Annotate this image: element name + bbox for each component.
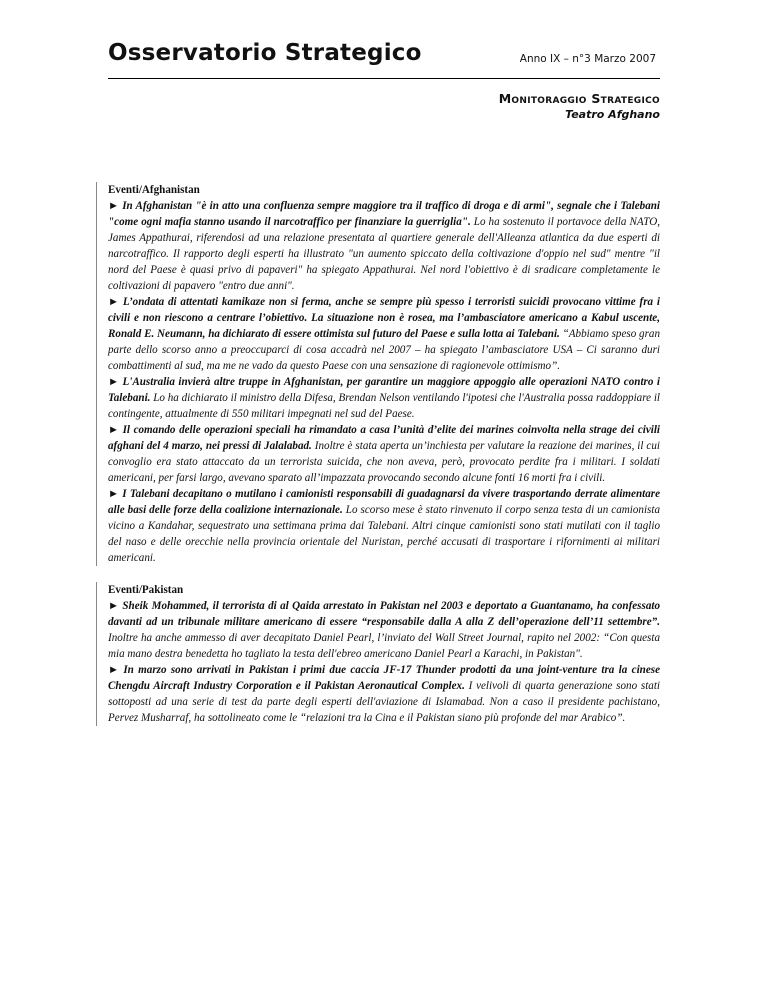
issue-info: Anno IX – n°3 Marzo 2007: [519, 53, 656, 65]
bullet-arrow-icon: ►: [108, 200, 119, 212]
news-lead: L’ondata di attentati kamikaze non si ferma, anche se sempre più spesso i terroristi suicidi provocano vittime fra i civili e non riescono a centrare l’obiettivo. La situazione non è rosea, ma l’ambasciatore americano a Kabul uscente, Ronald E. Neumann, ha dichiarato di essere ottimista sul futuro del Paese e sulla lotta ai Talebani.: [108, 296, 660, 340]
news-body: Inoltre ha anche ammesso di aver decapitato Daniel Pearl, l’inviato del Wall Street Journal, rapito nel 2002: “Con questa mia mano destra benedetta ho tagliato la testa dell'ebreo americano Daniel Pearl a Karachi, in Pakistan".: [108, 632, 660, 660]
news-item: [108, 374, 660, 422]
news-item: [108, 198, 660, 294]
news-lead: In Afghanistan "è in atto una confluenza sempre maggiore tra il traffico di droga e di armi", segnale che i Talebani "come ogni mafia stanno usando il narcotraffico per finanziare la guerriglia".: [108, 200, 660, 228]
news-item: [108, 486, 660, 566]
bullet-arrow-icon: ►: [108, 600, 119, 612]
news-body: “Abbiamo speso gran parte dello scorso anno a preoccuparci di cosa accadrà nel 2007 – ha spiegato l’ambasciatore USA – Ci saranno duri combattimenti al sud, ma me ne vado da questo Paese con una sensazione di ragionevole ottimismo”.: [108, 328, 660, 372]
news-body: Lo ha sostenuto il portavoce della NATO, James Appathurai, riferendosi ad una relazione presentata al quartiere generale dell'Alleanza atlantica da due esperti di narcotraffico. Il rapporto degli esperti ha illustrato "un aumento spiccato della coltivazione d'oppio nel sud" mentre "il nord del Paese è quasi privo di papaveri" ha spiegato Appathurai. Nel nord l'obiettivo è di sradicare completamente le coltivazioni di papavero "entro due anni".: [108, 216, 660, 292]
news-item: [108, 294, 660, 374]
section-subtitle: Teatro Afghano: [565, 108, 660, 121]
news-body: Inoltre è stata aperta un’inchiesta per valutare la reazione dei marines, il cui convoglio era stato attaccato da un terrorista suicida, che non aveva, però, provocato perdite fra i militari. I soldati americani, per farsi largo, avevano sparato all’impazzata provocando secondo alcune fonti 16 morti fra i civili.: [108, 440, 660, 484]
events-pakistan-heading: Eventi/Pakistan: [108, 584, 184, 596]
news-lead: I Talebani decapitano o mutilano i camionisti responsabili di guadagnarsi da vivere trasportando derrate alimentare alle basi delle forze della coalizione internazionale.: [108, 488, 660, 516]
news-lead: In marzo sono arrivati in Pakistan i primi due caccia JF-17 Thunder prodotti da una joint-venture tra la cinese Chengdu Aircraft Industry Corporation e il Pakistan Aeronautical Complex.: [108, 664, 660, 692]
page-header: [108, 40, 660, 79]
news-item: [108, 598, 660, 662]
section-title: Monitoraggio Strategico: [498, 91, 660, 106]
bullet-arrow-icon: ►: [108, 376, 119, 388]
news-item: [108, 422, 660, 486]
publication-title: Osservatorio Strategico: [108, 40, 422, 66]
news-lead: Sheik Mohammed, il terrorista di al Qaida arrestato in Pakistan nel 2003 e deportato a Guantanamo, ha confessato davanti ad un tribunale militare americano di essere “responsabile dalla A alla Z dell’operazione dell’11 settembre”.: [108, 600, 660, 628]
news-lead: Il comando delle operazioni speciali ha rimandato a casa l’unità d’elite dei marines coinvolta nella strage dei civili afghani del 4 marzo, nei pressi di Jalalabad.: [108, 424, 660, 452]
bullet-arrow-icon: ►: [108, 296, 119, 308]
news-body: I velivoli di quarta generazione sono stati sottoposti ad una serie di test da parte degli esperti dell'aviazione di Islamabad. Non a caso il presidente pachistano, Pervez Musharraf, ha sottolineato come le “relazioni tra la Cina e il Pakistan siano più profonde del mar Arabico”.: [108, 680, 661, 724]
bullet-arrow-icon: ►: [108, 424, 119, 436]
bullet-arrow-icon: ►: [108, 664, 119, 676]
section-heading: [499, 91, 660, 121]
events-afghanistan: [96, 182, 660, 566]
events-afghanistan-heading: Eventi/Afghanistan: [108, 184, 200, 196]
news-item: [108, 662, 660, 726]
bullet-arrow-icon: ►: [108, 488, 119, 500]
news-lead: L'Australia invierà altre truppe in Afghanistan, per garantire un maggiore appoggio alle operazioni NATO contro i Talebani.: [108, 376, 660, 404]
article-body: [108, 182, 660, 726]
news-body: Lo ha dichiarato il ministro della Difesa, Brendan Nelson ventilando l'ipotesi che l'Australia possa raddoppiare il contingente, attualmente di 550 militari impegnati nel sud del Paese.: [108, 392, 660, 420]
events-pakistan: [96, 582, 660, 726]
news-body: Lo scorso mese è stato rinvenuto il corpo senza testa di un camionista vicino a Kandahar, sequestrato una settimana prima dai Talebani. Altri cinque camionisti sono stati mutilati con il taglio del naso e delle orecchie nella provincia orientale del Nuristan, perché accusati di trasportare i rifornimenti ai militari americani.: [108, 504, 660, 564]
